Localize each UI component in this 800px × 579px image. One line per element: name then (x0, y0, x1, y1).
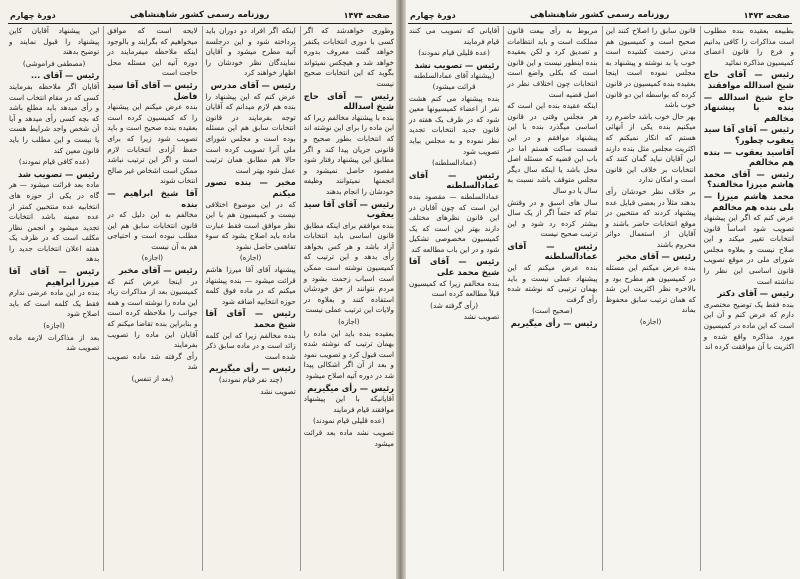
centered-note: (بعد از تنفس) (131, 374, 174, 383)
paragraph: بعد از مذاکرات لازمه ماده تصویب شد (9, 332, 100, 353)
speaker-heading: آقاسید یعقوب — بنده هم مخالفم (703, 146, 794, 168)
text-column (103, 26, 197, 571)
page-gutter (396, 0, 406, 579)
speaker-heading: رئیس — آقای آقا شیخ محمد (205, 308, 296, 330)
paragraph: آقایانیکه با این پیشنهاد موافقند قیام فرمایند (303, 394, 394, 414)
paragraph: اینکه اگر افراد دو دوران باید پرداخته شود و این درجلسه آتیه مطرح میشود و آقایان نمایندگان نظر خودشان را اظهار خواهند کرد (205, 26, 296, 78)
header-rule (8, 23, 392, 24)
paragraph: بطبیعه بعقیده بنده مطلوب است مذاکرات را کافی بدانیم و فرع را قانون اعضای کمیسیون مذاکره نمائید (703, 26, 794, 67)
paragraph: تصویب نشد ماده بعد قرائت میشود (303, 427, 394, 448)
speaker-heading: محمد هاشم میرزا — بلی بنده هم مخالفم (703, 190, 794, 212)
paragraph: بنده عرض میکنم که این پیشنهاد عملی نیست و باید بهمان ترتیبی که نوشته شده رأی گرفت (507, 263, 598, 304)
paragraph: عرض کنم که این پیشنهاد را بنده هم لازم میدانم که آقایان توجه بفرمایند در قانون انتخابات سابق هم این مسئله بوده است و مجلس شورای ملی آنرا تصویب کرده است حالا هم مطابق همان ترتیب عمل شود بهتر است (205, 91, 296, 175)
paragraph: تصویب نشد (260, 386, 296, 396)
speaker-heading: رئیس — آقای مدرس (210, 79, 296, 90)
speaker-heading: رئیس — آقای آقا سید یعقوب (303, 198, 394, 220)
centered-note: (عده کافی قیام نمودند) (18, 157, 90, 167)
speaker-heading: رئیس — آقای آقا شیخ محمد علی (409, 256, 500, 278)
page-number: صفحه ۱۴۷۳ (743, 10, 790, 20)
paragraph: قانون سابق را اصلاح کنند این صحیح است و کمیسیون هم مدتی زحمت کشیده است خوب یا بد نوشته و پیشنهاد به مجلس نموده است اینجا بعقیده بنده کمیسیون در قانون کرده که بواسطه این دو قانون خوب باشد (605, 26, 696, 110)
page-number: صفحه ۱۴۷۴ (343, 10, 390, 20)
centered-note: (اجازه) (43, 321, 65, 331)
text-column (202, 26, 296, 571)
paragraph: وطوری خواهدشد که اگر کسی با دوری انتخابات یکنفر خواهد گفت معروف بدوره خواهد شد و هیچکس نمیتواند بگوید که این انتخابات صحیح نیست (303, 26, 394, 88)
text-column (700, 26, 794, 571)
centered-note: (اجازه) (239, 253, 262, 263)
speaker-heading: رئیس — تصویب نشد (414, 59, 500, 70)
paragraph: که در این موضوع اختلافی نیست و کمیسیون هم با این نظر موافق است فقط عبارت ماده باید اصلاح بشود که سوء تفاهمی حاصل نشود (205, 199, 296, 251)
speaker-heading: رئیس — آقای عمادالسلطنه (409, 169, 500, 191)
centered-note: (صحیح است) (532, 306, 573, 316)
paragraph: بر خلاف نظر خودشان رأی بدهند مثلاً در بعضی قبایل عده پیشنهاد کردند که منتخبین در موقع انتخابات حاضر باشند و آقایان از استعمال دوائر محروم باشند (605, 186, 696, 249)
page-header (410, 8, 790, 22)
period-label: دورهٔ چهارم (10, 10, 56, 20)
centered-note: (مصطفی فراموشی) (22, 58, 86, 68)
speaker-heading: رئیس — تصویب شد (17, 168, 100, 179)
speaker-heading: رئیس — آقای آقا سید یعقوب چطور؟ (703, 124, 794, 145)
paragraph: لایحه است که موافق میخواهیم که بگرایند و بالوجود اینکه ملاحظه میفرمایند در دوره آتیه این مسئله محل حاجت است (107, 26, 198, 78)
text-column (503, 26, 597, 571)
paragraph: عمادالسلطنه — مقصود بنده این است که چون آقایان در این قانون نظرهای مختلف دارند بهتر این است که یک کمیسیون مخصوصی تشکیل شود و در این باب مطالعه کند (409, 191, 500, 254)
speaker-heading: حاج شیخ اسدالله — بنده با پیشنهاد مخالفم (703, 91, 794, 123)
paragraph: آقایانی که تصویب می کنند قیام فرمایند (409, 26, 500, 46)
centered-note: (عمادالسلطنه) (431, 158, 477, 168)
centered-note: (اجازه) (639, 317, 662, 327)
centered-note: (رأی گرفته شد) (430, 300, 479, 310)
paragraph: پیشنهاد آقای آقا میرزا هاشم قرائت میشود — بنده پیشنهاد میکنم که در ماده فوق کلمه حوزه انتخابیه اضافه شود (205, 265, 296, 306)
paragraph: سال های اسبق و در وقتش تمام که حتماً اگر از یک سال بیشتر کرده رد شود و این ترتیب صحیح نیست (507, 197, 598, 239)
paragraph: بنده عرض میکنم این پیشنهاد را که کمیسیون کرده است بعقیده بنده صحیح است و باید تصویب شود زیرا که برای حفظ آزادی انتخابات لازم است و اگر این ترتیب نباشد ممکن است اشخاص غیر صالح انتخاب شوند (107, 102, 198, 186)
text-column (406, 26, 499, 571)
paragraph: مربوط به رأی بیعت قانون مملکت است و باید انتظامات و تصدیق کرد و لکن بعقیده بنده اینطور نیست و این قانون است که بکلی واضع است انتخابات چون اختلاف نظر در اصل قضیه است (507, 26, 598, 99)
text-column (602, 26, 696, 571)
paragraph: در اینجا عرض کنم که کمیسیون بعد از مذاکرات زیاد این ماده را نوشته است و همه جوانب را ملاحظه کرده است و بنابراین بنده تقاضا میکنم که آقایان این ماده را تصویب بفرمایند (107, 276, 198, 350)
speaker-heading: رئیس — آقای ... (30, 70, 100, 81)
speaker-heading: مخبر — بنده تصور میکنم (205, 177, 296, 198)
paragraph: مخالفم به این دلیل که در قانون انتخابات سابق هم این مطلب نبوده است و احتیاجی هم به آن نیست (107, 210, 198, 251)
paragraph: این پیشنهاد آقایان کاین پیشنهاد را قبول نمایند و توضیح بدهند (9, 26, 100, 57)
centered-note: (پیشنهاد آقای عمادالسلطنه قرائت میشود) (413, 71, 495, 91)
paragraph: آقایان اگر ملاحظه بفرمایند کسی که در مقام انتخاب است و رأی میدهد باید مطلع باشد که بچه کسی رأی میدهد و آیا آن شخص واجد شرایط هست یا نیست و این مطلب را باید قانون معین کند (9, 81, 100, 155)
page-header (10, 8, 390, 22)
speaker-heading: رئیس — آقای مخبر (617, 251, 696, 262)
speaker-heading: رئیس — آقای عمادالسلطنه (507, 240, 598, 262)
paragraph: بعقیده بنده باید این ماده را بهمان ترتیب که نوشته شده است قبول کرد و تصویب نمود و بعد از آن اگر اشکالی پیدا شد در دوره آتیه اصلاح میشود (303, 328, 394, 380)
speaker-heading: رئیس — آقای محمد هاشم میرزا مخالفند؟ (703, 168, 794, 190)
speaker-heading: رئیس — رأی میگیریم (209, 363, 296, 374)
paragraph: بهر حال خوب باشد حاضرم رد میکنیم بنده یکی از آنهائی هستم که انکار نمیکنم که اکثریت مجلس مثل بنده دارند این آقایان نباید گمان کنند که انتخابات بر خلاف این قانون است و امکان ندارد (605, 111, 696, 185)
centered-note: (چند نفر قیام نمودند) (218, 375, 283, 384)
newspaper-title: روزنامه رسمی کشور شاهنشاهی (129, 10, 270, 20)
speaker-heading: رئیس — آقای حاج شیخ اسدالله (303, 90, 394, 112)
centered-note: (عده قلیلی قیام نمودند) (313, 416, 385, 426)
paragraph: بنده مخالفم زیرا که کمیسیون قبلاً مطالعه کرده است (409, 278, 500, 299)
paragraph: بنده موافقم برای اینکه مطابق قانون اساسی باید انتخابات آزاد باشد و هر کس بخواهد رأی بدهد و این ترتیب که کمیسیون نوشته است ممکن است اسباب زحمت بشود و مردم نتوانند از حق خودشان استفاده کنند و بعلاوه در ولایات این ترتیب عملی نیست (303, 220, 394, 315)
right-page (400, 0, 800, 579)
paragraph: بنده عرض میکنم این مسئله در کمیسیون هم مطرح بود و بالاخره نظر اکثریت این شد که همان ترتیب سابق محفوظ بماند (605, 263, 696, 315)
text-column (300, 26, 394, 571)
paragraph: بنده پیشنهاد می کنم هشت نفر از اعضاء کمیسیونها معین شود که در ظرف یک هفته در قانون جدید انتخابات تجدید نظر نموده و به مجلس بیاید تصویب شود (409, 93, 500, 156)
text-columns (406, 26, 794, 571)
paragraph: بنده مخالفم زیرا که این کلمه زائد است و در ماده سابق ذکر شده است (205, 330, 296, 361)
newspaper-title: روزنامه رسمی کشور شاهنشاهی (529, 10, 670, 20)
paragraph: بنده فقط یک توضیح مختصری دارم که عرض کنم و آن این است که این ماده در کمیسیون مورد مذاکره واقع شده و اکثریت با آن موافقت کرده اند (703, 299, 794, 352)
centered-note: (اجازه) (338, 317, 360, 327)
speaker-heading: رئیس — آقای حاج شیخ اسدالله موافقند (703, 69, 794, 90)
centered-note: (اجازه) (141, 253, 164, 263)
paragraph: رأی گرفته شد ماده تصویب شد (107, 351, 198, 372)
header-rule (408, 23, 792, 24)
speaker-heading: آقا شیخ ابراهیم — بنده (107, 187, 198, 209)
paragraph: بنده در این ماده عرضی ندارم فقط یک کلمه است که باید اصلاح شود (9, 288, 100, 319)
speaker-heading: رئیس — رأی میگیریم (510, 318, 598, 329)
speaker-heading: رئیس — آقای آقا میرزا ابراهیم (9, 266, 100, 287)
paragraph: بنده با پیشنهاد مخالفم زیرا که این ماده را برای این نوشته اند که انتخابات بطور صحیح و قانونی جریان پیدا کند و اگر مطابق این پیشنهاد رفتار شود مقصود حاصل نمیشود و انجمنها نمیتوانند وظیفه خودشان را انجام بدهند (303, 112, 394, 196)
paragraph: اینکه عقیده بنده این است که هر مجلس وقتی در قانون اساسی میگذرد بنده با این پیشنهاد موافقم و در این قسمت ساکت هستم اما در باب این قضیه که مسئله اصل محل باشد یا اینکه سال دیگر مجلس متوقف باشد نسبت به سال یا دو سال (507, 101, 598, 195)
text-column (6, 26, 99, 571)
speaker-heading: رئیس — رأی میگیریم (307, 382, 394, 393)
paragraph: عرض کنم که اگر این پیشنهاد تصویب شود اساساً قانون انتخابات تغییر میکند و این صلاح نیست و بعلاوه مجلس شورای ملی در موقع تصویب قانون اساسی این نظر را نداشته است (703, 213, 794, 286)
speaker-heading: رئیس — آقای دکتر (717, 288, 794, 299)
centered-note: (عده قلیلی قیام نمودند) (418, 48, 490, 58)
paragraph: ماده بعد قرائت میشود — هر گاه در یکی از حوزه های انتخابیه عده منتخبین کمتر از عده معینه باشد انتخابات تجدید میشود و انجمن نظار مکلف است که در ظرف یک هفته اعلان انتخابات جدید را بدهد (9, 180, 100, 264)
speaker-heading: رئیس — آقای مخبر (118, 265, 198, 276)
text-columns (6, 26, 394, 571)
period-label: دورهٔ چهارم (410, 10, 456, 20)
speaker-heading: رئیس — آقای آقا سید فاضل (107, 79, 198, 101)
paragraph: تصویب نشد (463, 312, 500, 322)
